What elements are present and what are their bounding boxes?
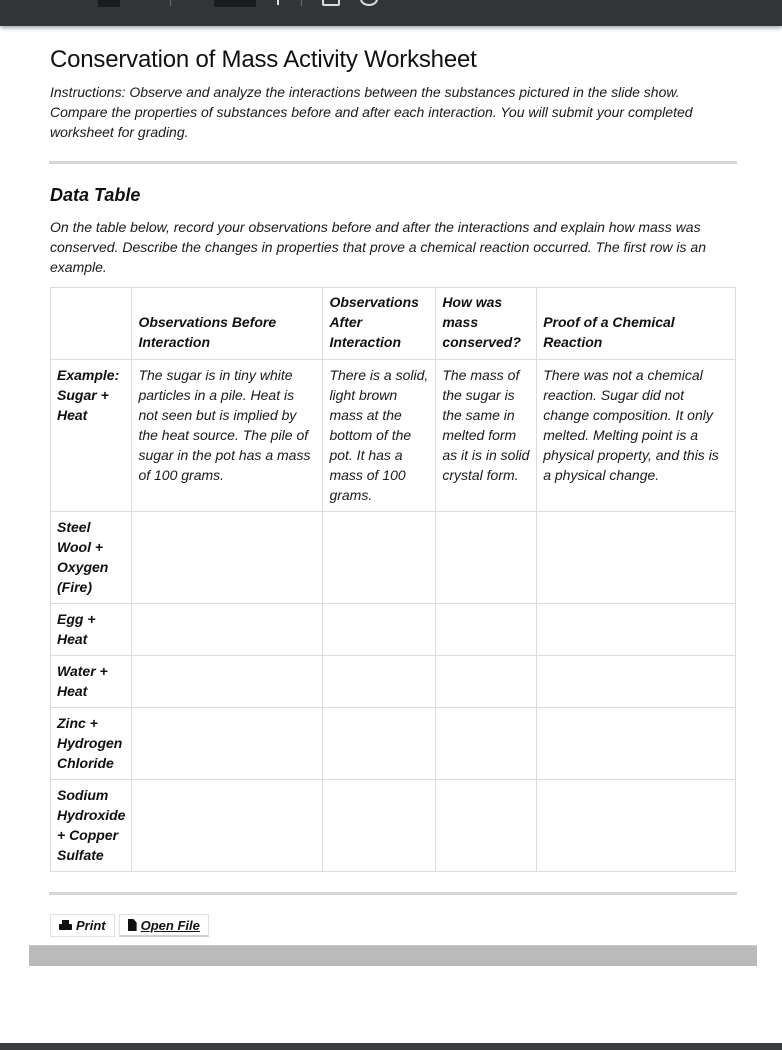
cell-proof[interactable] [537,780,736,872]
rotate-icon[interactable] [360,0,378,6]
cell-proof[interactable] [537,656,736,708]
cell-proof: There was not a chemical reaction. Sugar did not change composition. It only melted. Melting point is a physical property, and this is a physical change. [537,360,736,512]
cell-mass-conserved: The mass of the sugar is the same in melted form as it is in solid crystal form. [436,360,537,512]
cell-proof[interactable] [537,708,736,780]
row-label: Zinc + Hydrogen Chloride [51,708,132,780]
row-label: Steel Wool + Oxygen (Fire) [51,512,132,604]
cell-after[interactable] [323,604,436,656]
cell-mass-conserved[interactable] [436,708,537,780]
bottom-bar [0,1043,782,1050]
page-number-input[interactable] [98,0,120,7]
table-row [51,360,736,512]
section-title: Data Table [50,185,141,205]
cell-before[interactable] [132,604,323,656]
cell-mass-conserved[interactable] [436,656,537,708]
cell-after: There is a solid, light brown mass at the bottom of the pot. It has a mass of 100 grams. [323,360,436,512]
table-row [51,656,736,708]
row-label: Example: Sugar + Heat [51,360,132,512]
cell-before[interactable] [132,656,323,708]
horizontal-scrollbar[interactable] [29,945,757,966]
cell-mass-conserved[interactable] [436,604,537,656]
table-row [51,780,736,872]
fit-page-icon[interactable] [322,0,340,6]
pdf-viewer-toolbar [0,0,782,26]
data-table [50,287,736,872]
cell-mass-conserved[interactable] [436,512,537,604]
toolbar-divider [301,0,302,6]
open-file-label: Open File [140,917,200,933]
cell-mass-conserved[interactable] [436,780,537,872]
zoom-level-input[interactable] [214,0,256,7]
header-substances [51,288,132,360]
toolbar-divider [170,0,171,6]
cell-after[interactable] [323,780,436,872]
cell-after[interactable] [323,708,436,780]
divider [49,161,737,164]
table-header-row [51,288,736,360]
open-file-button[interactable] [119,914,209,937]
print-button[interactable] [50,914,115,937]
cell-after[interactable] [323,656,436,708]
page-title: Conservation of Mass Activity Worksheet [50,46,477,73]
table-row [51,512,736,604]
cell-proof[interactable] [537,604,736,656]
row-label: Egg + Heat [51,604,132,656]
header-mass-conserved: How was mass conserved? [436,288,537,360]
section-description: On the table below, record your observations before and after the interactions and explain how mass was conserved. Describe the changes in properties that prove a chemical reaction occurred. The first row is an example. [50,219,706,275]
row-label: Sodium Hydroxide + Copper Sulfate [51,780,132,872]
cell-after[interactable] [323,512,436,604]
cell-before: The sugar is in tiny white particles in a pile. Heat is not seen but is implied by the heat source. The pile of sugar in the pot has a mass of 100 grams. [132,360,323,512]
cell-before[interactable] [132,708,323,780]
row-label: Water + Heat [51,656,132,708]
cell-proof[interactable] [537,512,736,604]
cell-before[interactable] [132,780,323,872]
table-row [51,708,736,780]
header-after: Observations After Interaction [323,288,436,360]
zoom-in-button[interactable] [277,0,279,5]
printer-icon [59,920,72,931]
header-before: Observations Before Interaction [132,288,323,360]
file-icon [128,919,137,931]
header-proof: Proof of a Chemical Reaction [537,288,736,360]
table-row [51,604,736,656]
action-buttons [50,914,738,937]
instructions-text: Instructions: Observe and analyze the interactions between the substances pictured in the slide show. Compare the properties of substances before and after each interaction. You will submit your completed worksheet for grading. [50,84,693,140]
cell-before[interactable] [132,512,323,604]
divider [49,892,737,895]
worksheet-content [50,44,738,937]
print-label: Print [76,918,106,933]
